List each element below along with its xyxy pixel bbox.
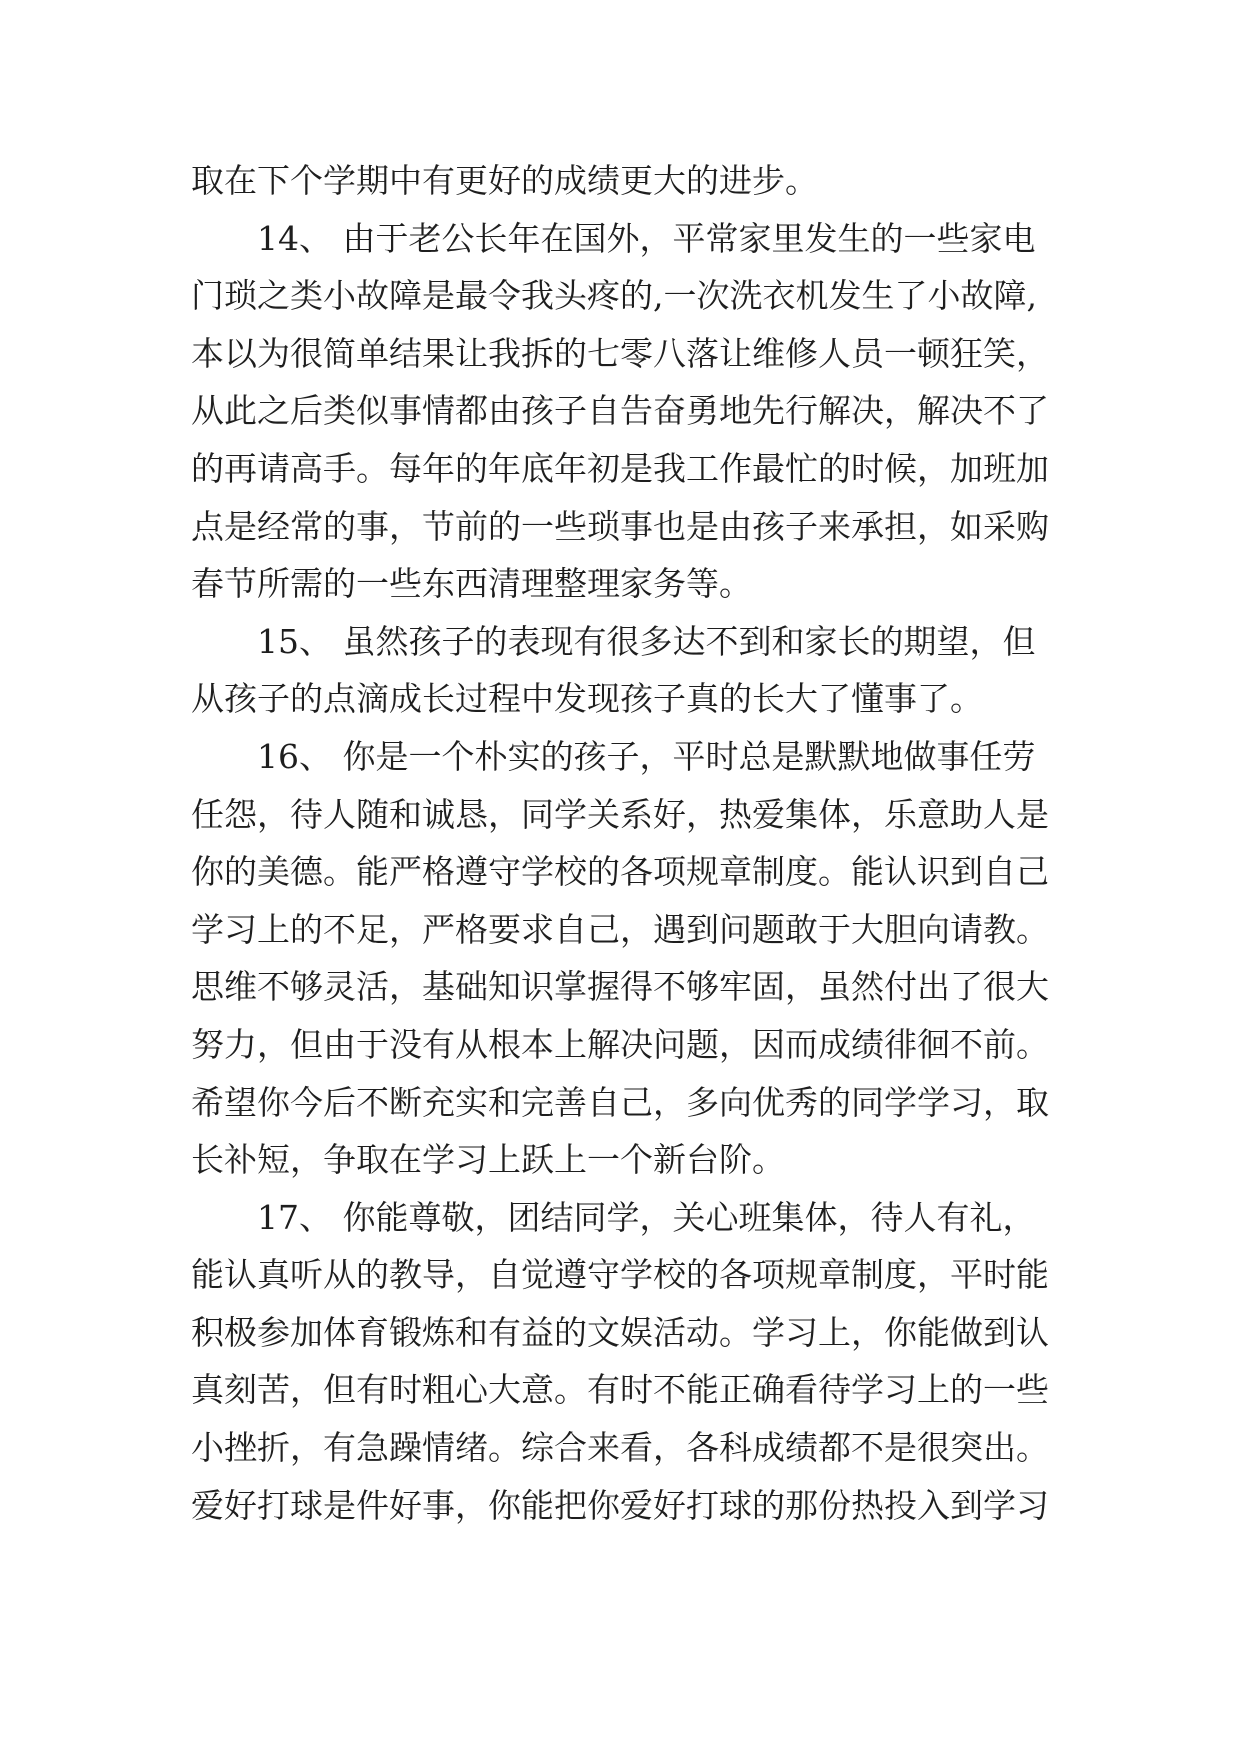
text-line: 你的美德。能严格遵守学校的各项规章制度。能认识到自己 [191, 852, 1049, 892]
text-line: 思维不够灵活，基础知识掌握得不够牢固，虽然付出了很大 [191, 967, 1049, 1007]
text-line: 春节所需的一些东西清理整理家务等。 [191, 564, 752, 604]
text-line: 取在下个学期中有更好的成绩更大的进步。 [191, 161, 818, 200]
text-line: 15、 虽然孩子的表现有很多达不到和家长的期望，但 [257, 621, 1036, 661]
text-line: 学习上的不足，严格要求自己，遇到问题敢于大胆向请教。 [191, 909, 1049, 949]
text-line: 长补短，争取在学习上跃上一个新台阶。 [191, 1140, 785, 1180]
text-line: 点是经常的事，节前的一些琐事也是由孩子来承担，如采购 [191, 506, 1049, 546]
text-line: 的再请高手。每年的年底年初是我工作最忙的时候，加班加 [191, 448, 1049, 488]
text-line: 17、 你能尊敬，团结同学，关心班集体，待人有礼， [257, 1197, 1036, 1237]
text-line: 能认真听从的教导，自觉遵守学校的各项规章制度，平时能 [191, 1255, 1049, 1295]
text-line: 任怨，待人随和诚恳，同学关系好，热爱集体，乐意助人是 [191, 794, 1049, 834]
text-line: 14、 由于老公长年在国外，平常家里发生的一些家电 [257, 218, 1036, 258]
text-line: 积极参加体育锻炼和有益的文娱活动。学习上，你能做到认 [191, 1312, 1049, 1352]
text-line: 努力，但由于没有从根本上解决问题，因而成绩徘徊不前。 [191, 1024, 1049, 1064]
text-line: 小挫折，有急躁情绪。综合来看，各科成绩都不是很突出。 [191, 1428, 1049, 1468]
text-line: 从孩子的点滴成长过程中发现孩子真的长大了懂事了。 [191, 679, 983, 719]
text-line: 真刻苦，但有时粗心大意。有时不能正确看待学习上的一些 [191, 1370, 1049, 1410]
body-text [191, 152, 1071, 1534]
text-line: 本以为很简单结果让我拆的七零八落让维修人员一顿狂笑， [191, 333, 1049, 373]
text-line: 爱好打球是件好事，你能把你爱好打球的那份热投入到学习 [191, 1485, 1049, 1525]
text-line: 门琐之类小故障是最令我头疼的,一次洗衣机发生了小故障, [191, 276, 1037, 316]
text-line: 从此之后类似事情都由孩子自告奋勇地先行解决，解决不了 [191, 391, 1049, 431]
text-line: 希望你今后不断充实和完善自己，多向优秀的同学学习，取 [191, 1082, 1049, 1122]
text-line: 16、 你是一个朴实的孩子，平时总是默默地做事任劳 [257, 736, 1036, 776]
